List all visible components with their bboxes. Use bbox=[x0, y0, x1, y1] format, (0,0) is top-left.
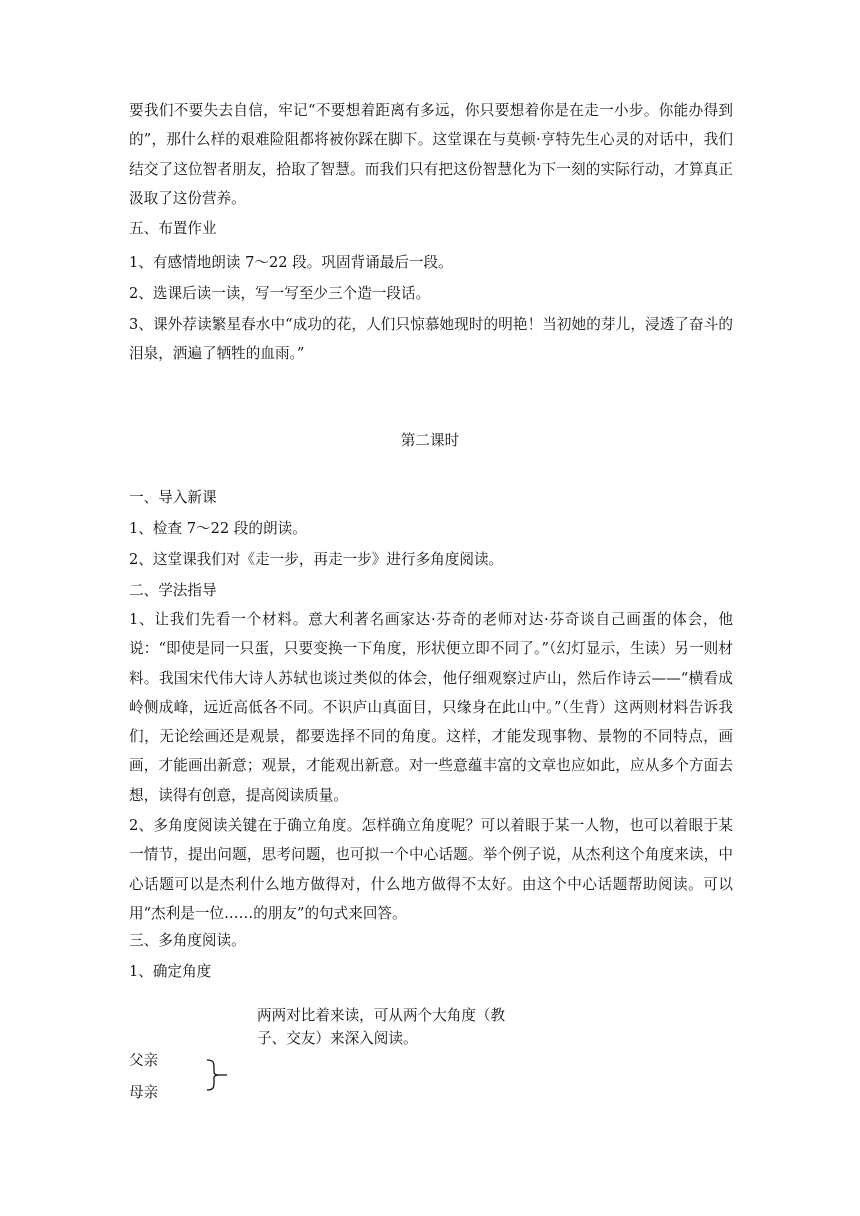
homework-item-2: 2、选课后读一读，写一写至少三个造一段话。 bbox=[129, 285, 431, 302]
heading-method-guide: 二、学法指导 bbox=[129, 582, 217, 599]
determine-angle-item: 1、确定角度 bbox=[129, 963, 212, 980]
diagram-label-father: 父亲 bbox=[129, 1052, 159, 1069]
diagram-label-mother: 母亲 bbox=[129, 1084, 159, 1101]
method-guide-paragraph-1: 1、让我们先看一个材料。意大利著名画家达·芬奇的老师对达·芬奇谈自己画蛋的体会，他说：“即使是同一只蛋，只要变换一下角度，形状便立即不同了。”（幻灯显示，生读）另一则材料。我国宋代伟大诗人苏轼也谈过类似的体会，他仔细观察过庐山，然后作诗云——“横看成岭侧成峰，远近高低各不同。不识庐山真面目，只缘身在此山中。”（生背）这两则材料告诉我们，无论绘画还是观景，都要选择不同的角度。这样，才能发现事物、景物的不同特点，画画，才能画出新意；观景，才能观出新意。对一些意蕴丰富的文章也应如此，应从多个方面去想，读得有创意，提高阅读质量。 bbox=[129, 611, 733, 804]
introduction-item-1: 1、检查 7～22 段的朗读。 bbox=[129, 520, 307, 537]
heading-introduction: 一、导入新课 bbox=[129, 489, 217, 506]
section-title: 第二课时 bbox=[400, 432, 460, 449]
right-brace-icon bbox=[204, 1059, 228, 1091]
heading-multi-angle-reading: 三、多角度阅读。 bbox=[129, 932, 246, 949]
diagram-note: 两两对比着来读，可从两个大角度（教子、交友）来深入阅读。 bbox=[257, 1007, 506, 1047]
introduction-item-2: 2、这堂课我们对《走一步，再走一步》进行多角度阅读。 bbox=[129, 551, 504, 568]
homework-item-3: 3、课外荐读繁星春水中“成功的花，人们只惊慕她现时的明艳！当初她的芽儿，浸透了奋斗的泪泉，洒遍了牺牲的血雨。” bbox=[129, 316, 733, 363]
method-guide-paragraph-2: 2、多角度阅读关键在于确立角度。怎样确立角度呢？可以着眼于某一人物，也可以着眼于某一情节，提出问题，思考问题，也可拟一个中心话题。举个例子说，从杰利这个角度来读，中心话题可以是杰利什么地方做得对，什么地方做得不太好。由这个中心话题帮助阅读。可以用“杰利是一位……的朋友”的句式来回答。 bbox=[129, 817, 733, 922]
heading-homework: 五、布置作业 bbox=[129, 220, 217, 237]
paragraph-conclusion: 要我们不要失去自信，牢记“不要想着距离有多远，你只要想着你是在走一小步。你能办得到的”，那什么样的艰难险阻都将被你踩在脚下。这堂课在与莫顿·亨特先生心灵的对话中，我们结交了这位智者朋友，拾取了智慧。而我们只有把这份智慧化为下一刻的实际行动，才算真正汲取了这份营养。 bbox=[129, 102, 733, 207]
homework-item-1: 1、有感情地朗读 7～22 段。巩固背诵最后一段。 bbox=[129, 254, 453, 271]
